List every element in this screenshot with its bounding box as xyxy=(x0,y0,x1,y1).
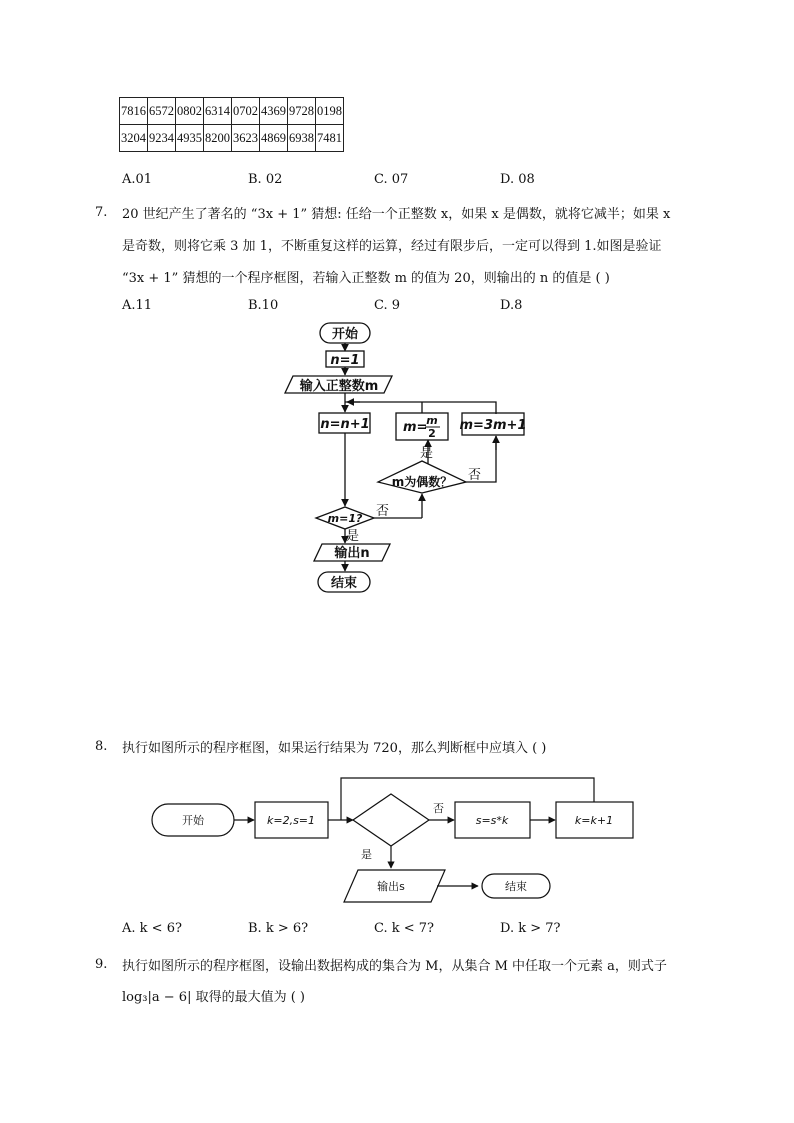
flow-half-den: 2 xyxy=(428,427,436,440)
table-cell: 4369 xyxy=(260,98,288,125)
table-cell: 9234 xyxy=(148,125,176,152)
q8-number: 8. xyxy=(95,739,108,754)
table-cell: 0198 xyxy=(316,98,344,125)
table-cell: 0802 xyxy=(176,98,204,125)
table-cell: 9728 xyxy=(288,98,316,125)
table-cell: 4869 xyxy=(260,125,288,152)
table-cell: 3204 xyxy=(120,125,148,152)
flow-no2-label: 否 xyxy=(376,504,390,519)
flow8-output-label: 输出s xyxy=(377,880,405,893)
flow8-no-label: 否 xyxy=(433,802,444,815)
flow-half-lhs: m= xyxy=(403,420,428,435)
table-cell: 6938 xyxy=(288,125,316,152)
flow-end-label: 结束 xyxy=(330,576,358,591)
table-cell: 7481 xyxy=(316,125,344,152)
flow8-init-label: k=2,s=1 xyxy=(266,814,316,827)
q8-flowchart xyxy=(0,770,794,910)
flow8-mult-label: s=s*k xyxy=(475,814,509,827)
flow8-end-label: 结束 xyxy=(505,880,527,893)
table-cell: 6572 xyxy=(148,98,176,125)
table-cell: 3623 xyxy=(232,125,260,152)
q7-option-c: C. 9 xyxy=(374,298,401,313)
q9-text-line2: log₃|a − 6| 取得的最大值为 ( ) xyxy=(122,990,305,1005)
table-cell: 0702 xyxy=(232,98,260,125)
q7-text-line2: 是奇数，则将它乘 3 加 1，不断重复这样的运算，经过有限步后，一定可以得到 1.如图是验证 xyxy=(122,239,662,254)
flow-init-label: n=1 xyxy=(330,353,360,368)
flow8-incr-label: k=k+1 xyxy=(574,814,614,827)
flow-triple-label: m=3m+1 xyxy=(459,418,527,433)
q7-text-line3: “3x + 1” 猜想的一个程序框图，若输入正整数 m 的值为 20，则输出的 n 的值是 ( ) xyxy=(122,271,610,286)
flow-is-one-label: m=1? xyxy=(327,512,363,525)
flow-no1-label: 否 xyxy=(468,468,482,483)
flow8-yes-label: 是 xyxy=(361,848,372,861)
flow-half-num: m xyxy=(426,414,438,427)
flow-yes1-label: 是 xyxy=(420,446,434,461)
q7-number: 7. xyxy=(95,205,108,220)
flow-even-label: m为偶数？ xyxy=(391,475,453,489)
flow-start-label: 开始 xyxy=(331,327,359,342)
table-cell: 6314 xyxy=(204,98,232,125)
table-cell: 8200 xyxy=(204,125,232,152)
flow-input-label: 输入正整数m xyxy=(299,379,379,394)
q7-option-d: D.8 xyxy=(500,298,523,313)
q8-option-c: C. k < 7? xyxy=(374,921,435,936)
q8-option-a: A. k < 6? xyxy=(122,921,182,936)
table-cell: 4935 xyxy=(176,125,204,152)
table-cell: 7816 xyxy=(120,98,148,125)
q7-option-b: B.10 xyxy=(248,298,279,313)
flow-yes2-label: 是 xyxy=(346,529,360,544)
q8-option-d: D. k > 7? xyxy=(500,921,561,936)
flow8-start-label: 开始 xyxy=(182,814,204,827)
q8-option-b: B. k > 6? xyxy=(248,921,309,936)
flow-increment-label: n=n+1 xyxy=(320,417,370,432)
q7-text-line1: 20 世纪产生了著名的 “3x + 1” 猜想: 任给一个正整数 x，如果 x 是偶数，就将它减半；如果 x xyxy=(122,207,671,222)
q7-option-a: A.11 xyxy=(122,298,153,313)
q9-text-line1: 执行如图所示的程序框图，设输出数据构成的集合为 M，从集合 M 中任取一个元素 a，则式子 xyxy=(122,959,667,974)
q6-option-a: A.01 xyxy=(122,172,153,187)
q6-option-c: C. 07 xyxy=(374,172,409,187)
q6-option-d: D. 08 xyxy=(500,172,535,187)
flow-output-label: 输出n xyxy=(334,546,370,561)
q6-option-b: B. 02 xyxy=(248,172,283,187)
flow8-decision-diamond xyxy=(353,794,429,846)
q9-number: 9. xyxy=(95,957,108,972)
q8-text: 执行如图所示的程序框图，如果运行结果为 720，那么判断框中应填入 ( ) xyxy=(122,741,547,756)
